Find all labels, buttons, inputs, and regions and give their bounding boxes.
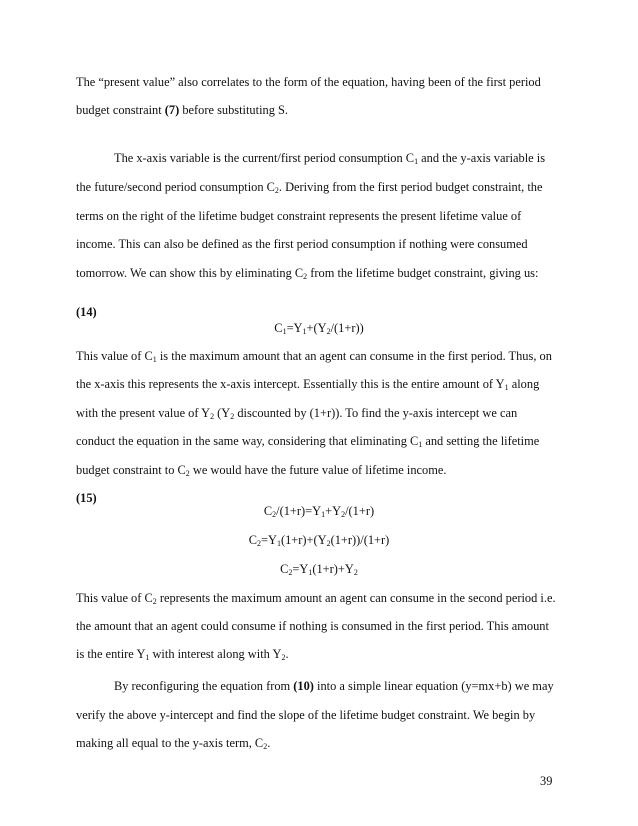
text-line: the amount that an agent could consume if nothing is consumed in the first period. This amount bbox=[76, 619, 549, 633]
text-line: the x-axis this represents the x-axis intercept. Essentially this is the entire amount of $Y_1$ along bbox=[76, 377, 540, 392]
equation-15a: $C_2/(1+r)=Y_1+Y_2/(1+r)$ bbox=[263, 504, 375, 519]
text-line: tomorrow. We can show this by eliminating $C_2$ from the lifetime budget constraint, giving us: bbox=[76, 266, 539, 281]
equation-15c: $C_2=Y_1(1+r)+Y_2$ bbox=[280, 562, 358, 577]
text-line: budget constraint to $C_2$ we would have the future value of lifetime income. bbox=[76, 463, 447, 478]
text-line: making all equal to the y-axis term, $C_2$. bbox=[76, 736, 271, 751]
text-line: By reconfiguring the equation from (10) into a simple linear equation (y=mx+b) we may bbox=[114, 679, 554, 693]
text-line: This value of $C_2$ represents the maximum amount an agent can consume in the second period i.e. bbox=[76, 591, 556, 606]
text-line: terms on the right of the lifetime budget constraint represents the present lifetime value of bbox=[76, 209, 522, 223]
page-number: 39 bbox=[540, 774, 553, 788]
text-line: is the entire $Y_1$ with interest along with $Y_2$. bbox=[76, 647, 289, 662]
text-line: income. This can also be defined as the first period consumption if nothing were consumed bbox=[76, 237, 528, 251]
text-line: The x-axis variable is the current/first period consumption $C_1$ and the y-axis variable is bbox=[114, 151, 546, 166]
equation-label: (15) bbox=[76, 491, 97, 505]
text-line: the future/second period consumption $C_2$. Deriving from the first period budget constraint, the bbox=[76, 180, 543, 195]
text-line: conduct the equation in the same way, considering that eliminating $C_1$ and setting the lifetime bbox=[76, 434, 540, 449]
text-line: The “present value” also correlates to the form of the equation, having been of the first period bbox=[76, 75, 541, 89]
text-line: This value of $C_1$ is the maximum amount that an agent can consume in the first period. Thus, on bbox=[76, 349, 552, 364]
equation-15b: $C_2=Y_1(1+r)+(Y_2(1+r))/(1+r)$ bbox=[248, 533, 390, 548]
text-line: budget constraint (7) before substituting S. bbox=[76, 103, 288, 117]
equation-label: (14) bbox=[76, 305, 97, 319]
text-line: verify the above y-intercept and find the slope of the lifetime budget constraint. We begin by bbox=[76, 708, 536, 722]
equation-14: $C_1=Y_1+(Y_2/(1+r))$ bbox=[274, 321, 364, 336]
text-line: with the present value of $Y_2$ ($Y_2$ discounted by (1+r)). To find the y-axis intercept we can bbox=[76, 406, 518, 421]
